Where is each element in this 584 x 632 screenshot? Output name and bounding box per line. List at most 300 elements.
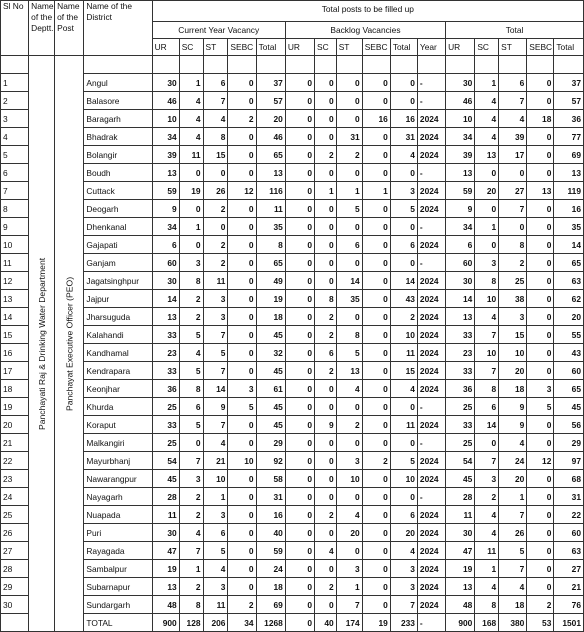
backlog-col-header: ST — [336, 39, 362, 56]
current-value-cell: 49 — [256, 272, 285, 290]
current-value-cell: 35 — [256, 218, 285, 236]
district-cell: Nayagarh — [84, 488, 152, 506]
district-cell: Malkangiri — [84, 434, 152, 452]
sl-no-cell: 1 — [1, 74, 29, 92]
backlog-value-cell: 6 — [390, 236, 417, 254]
backlog-year-cell: 2024 — [417, 182, 445, 200]
current-value-cell: 29 — [256, 434, 285, 452]
backlog-value-cell: 0 — [285, 434, 314, 452]
total-value-cell: 0 — [527, 506, 554, 524]
total-value-cell: 11 — [446, 506, 475, 524]
current-value-cell: 33 — [152, 326, 179, 344]
table-row — [1, 92, 584, 110]
current-value-cell: 33 — [152, 362, 179, 380]
backlog-value-cell: 0 — [315, 128, 337, 146]
total-value-cell: 0 — [527, 434, 554, 452]
backlog-value-cell: 2 — [315, 308, 337, 326]
current-value-cell: 26 — [203, 182, 228, 200]
backlog-value-cell: 0 — [336, 110, 362, 128]
current-value-cell: 11 — [179, 146, 203, 164]
backlog-value-cell: 0 — [390, 254, 417, 272]
current-value-cell: 0 — [228, 218, 256, 236]
district-cell: Kandhamal — [84, 344, 152, 362]
backlog-value-cell: 0 — [362, 560, 390, 578]
backlog-value-cell: 0 — [285, 524, 314, 542]
district-cell: Angul — [84, 74, 152, 92]
current-value-cell: 34 — [152, 218, 179, 236]
total-value-cell: 7 — [475, 452, 499, 470]
backlog-value-cell: 0 — [315, 272, 337, 290]
backlog-value-cell: 0 — [362, 542, 390, 560]
current-value-cell: 0 — [228, 416, 256, 434]
backlog-col-header: Year — [417, 39, 445, 56]
current-value-cell: 24 — [256, 560, 285, 578]
total-value-cell: 3 — [475, 470, 499, 488]
backlog-value-cell: 0 — [362, 596, 390, 614]
current-value-cell: 3 — [203, 290, 228, 308]
current-value-cell: 10 — [228, 452, 256, 470]
backlog-value-cell: 0 — [362, 74, 390, 92]
total-value-cell: 20 — [475, 182, 499, 200]
backlog-value-cell: 0 — [362, 164, 390, 182]
sl-no-cell: 25 — [1, 506, 29, 524]
current-value-cell: 13 — [256, 164, 285, 182]
backlog-year-cell: 2024 — [417, 146, 445, 164]
backlog-value-cell: 0 — [362, 380, 390, 398]
current-value-cell: 0 — [228, 200, 256, 218]
current-value-cell: 5 — [179, 416, 203, 434]
backlog-col-header: SEBC — [362, 39, 390, 56]
total-value-cell: 17 — [499, 146, 527, 164]
current-value-cell: 65 — [256, 254, 285, 272]
backlog-value-cell: 0 — [336, 542, 362, 560]
backlog-value-cell: 4 — [390, 380, 417, 398]
total-value-cell: 10 — [475, 344, 499, 362]
total-value-cell: 47 — [446, 542, 475, 560]
total-value-cell: 7 — [499, 560, 527, 578]
backlog-year-cell: 2024 — [417, 506, 445, 524]
backlog-value-cell: 0 — [315, 74, 337, 92]
backlog-value-cell: 0 — [336, 218, 362, 236]
backlog-year-cell: 2024 — [417, 362, 445, 380]
backlog-value-cell: 0 — [315, 524, 337, 542]
district-cell: Koraput — [84, 416, 152, 434]
total-value-cell: 14 — [554, 236, 584, 254]
total-value-cell: 0 — [527, 236, 554, 254]
total-value-cell: 3 — [499, 308, 527, 326]
current-value-cell: 0 — [203, 164, 228, 182]
backlog-value-cell: 14 — [336, 272, 362, 290]
current-value-cell: 59 — [152, 182, 179, 200]
total-value-cell: 9 — [446, 200, 475, 218]
backlog-value-cell: 0 — [315, 560, 337, 578]
total-value-cell: 45 — [446, 470, 475, 488]
backlog-value-cell: 0 — [285, 254, 314, 272]
total-value-cell: 13 — [446, 308, 475, 326]
current-value-cell: 4 — [203, 434, 228, 452]
total-header: Total — [446, 22, 584, 39]
current-value-cell: 11 — [152, 506, 179, 524]
current-value-cell: 4 — [179, 524, 203, 542]
backlog-value-cell: 0 — [285, 542, 314, 560]
district-cell: Jagatsinghpur — [84, 272, 152, 290]
current-value-cell: 7 — [203, 326, 228, 344]
current-value-cell: 0 — [228, 236, 256, 254]
total-value-cell: 0 — [527, 218, 554, 236]
current-value-cell: 6 — [179, 398, 203, 416]
current-col-header: SC — [179, 39, 203, 56]
sl-no-cell: 14 — [1, 308, 29, 326]
total-value-cell: 21 — [554, 578, 584, 596]
backlog-year-cell: - — [417, 164, 445, 182]
table-row — [1, 254, 584, 272]
current-value-cell: 0 — [228, 524, 256, 542]
backlog-value-cell: 5 — [336, 344, 362, 362]
total-value-cell: 23 — [446, 344, 475, 362]
backlog-col-header: UR — [285, 39, 314, 56]
backlog-year-cell: 2024 — [417, 272, 445, 290]
current-value-cell: 2 — [203, 254, 228, 272]
backlog-value-cell: 0 — [315, 596, 337, 614]
backlog-value-cell: 0 — [315, 470, 337, 488]
current-value-cell: 0 — [179, 164, 203, 182]
total-value-cell: 77 — [554, 128, 584, 146]
current-value-cell: 2 — [228, 110, 256, 128]
district-cell: Sambalpur — [84, 560, 152, 578]
table-row — [1, 182, 584, 200]
backlog-year-cell: - — [417, 434, 445, 452]
backlog-value-cell: 0 — [336, 92, 362, 110]
total-value-cell: 33 — [446, 362, 475, 380]
current-value-cell: 19 — [256, 290, 285, 308]
current-value-cell: 2 — [179, 506, 203, 524]
table-row — [1, 560, 584, 578]
backlog-value-cell: 14 — [390, 272, 417, 290]
total-value-cell: 1 — [499, 488, 527, 506]
total-value-cell: 0 — [527, 74, 554, 92]
district-cell: Sundargarh — [84, 596, 152, 614]
current-value-cell: 57 — [256, 92, 285, 110]
backlog-value-cell: 0 — [315, 218, 337, 236]
backlog-value-cell: 0 — [362, 416, 390, 434]
total-value-cell: 0 — [499, 218, 527, 236]
backlog-value-cell: 0 — [285, 308, 314, 326]
total-value-cell: 28 — [446, 488, 475, 506]
total-value-cell: 4 — [499, 434, 527, 452]
current-value-cell: 9 — [152, 200, 179, 218]
total-value-cell: 60 — [554, 524, 584, 542]
backlog-value-cell: 0 — [362, 290, 390, 308]
spacer-row — [1, 56, 584, 74]
current-value-cell: 4 — [179, 344, 203, 362]
backlog-value-cell: 13 — [336, 362, 362, 380]
district-cell: Mayurbhanj — [84, 452, 152, 470]
total-value-cell: 59 — [446, 182, 475, 200]
total-value-cell: 18 — [527, 110, 554, 128]
total-value-cell: 13 — [446, 578, 475, 596]
total-value-cell: 0 — [527, 470, 554, 488]
current-value-cell: 16 — [256, 506, 285, 524]
table-row — [1, 74, 584, 92]
total-backlog-cell: 19 — [362, 614, 390, 632]
current-value-cell: 0 — [228, 254, 256, 272]
total-value-cell: 65 — [554, 254, 584, 272]
backlog-value-cell: 5 — [336, 200, 362, 218]
district-cell: Cuttack — [84, 182, 152, 200]
sl-no-cell: 16 — [1, 344, 29, 362]
sl-no-cell: 29 — [1, 578, 29, 596]
backlog-value-cell: 0 — [336, 434, 362, 452]
backlog-value-cell: 0 — [390, 488, 417, 506]
district-cell: Jajpur — [84, 290, 152, 308]
backlog-value-cell: 2 — [315, 362, 337, 380]
total-backlog-cell: 233 — [390, 614, 417, 632]
backlog-value-cell: 0 — [285, 416, 314, 434]
backlog-value-cell: 0 — [336, 398, 362, 416]
sl-no-cell: 8 — [1, 200, 29, 218]
backlog-col-header: Total — [390, 39, 417, 56]
total-value-cell: 0 — [527, 290, 554, 308]
total-value-cell: 65 — [554, 380, 584, 398]
backlog-value-cell: 0 — [285, 344, 314, 362]
backlog-value-cell: 7 — [336, 596, 362, 614]
backlog-value-cell: 0 — [285, 452, 314, 470]
current-value-cell: 8 — [179, 380, 203, 398]
current-value-cell: 32 — [256, 344, 285, 362]
total-value-cell: 55 — [554, 326, 584, 344]
current-value-cell: 10 — [203, 470, 228, 488]
backlog-year-cell: 2024 — [417, 560, 445, 578]
backlog-value-cell: 9 — [315, 416, 337, 434]
backlog-value-cell: 6 — [315, 344, 337, 362]
current-value-cell: 2 — [179, 578, 203, 596]
total-value-cell: 10 — [499, 344, 527, 362]
total-value-cell: 22 — [554, 506, 584, 524]
total-value-cell: 4 — [475, 308, 499, 326]
backlog-value-cell: 8 — [336, 326, 362, 344]
total-value-cell: 20 — [499, 362, 527, 380]
total-value-cell: 0 — [527, 488, 554, 506]
backlog-year-cell: - — [417, 398, 445, 416]
current-value-cell: 45 — [256, 416, 285, 434]
current-value-cell: 4 — [179, 110, 203, 128]
total-value-cell: 0 — [527, 308, 554, 326]
table-row — [1, 344, 584, 362]
current-value-cell: 45 — [152, 470, 179, 488]
backlog-value-cell: 0 — [315, 434, 337, 452]
total-total-cell: 53 — [527, 614, 554, 632]
backlog-value-cell: 6 — [336, 236, 362, 254]
backlog-year-cell: 2024 — [417, 110, 445, 128]
total-value-cell: 60 — [446, 254, 475, 272]
sl-no-cell: 26 — [1, 524, 29, 542]
current-value-cell: 7 — [203, 92, 228, 110]
current-value-cell: 23 — [152, 344, 179, 362]
backlog-col-header: SC — [315, 39, 337, 56]
backlog-year-cell: 2024 — [417, 452, 445, 470]
sl-no-cell: 27 — [1, 542, 29, 560]
total-value-cell: 38 — [499, 290, 527, 308]
current-value-cell: 5 — [203, 344, 228, 362]
sl-no-cell: 19 — [1, 398, 29, 416]
total-posts-header: Total posts to be filled up — [152, 1, 583, 22]
total-total-cell: 380 — [499, 614, 527, 632]
backlog-value-cell: 2 — [315, 506, 337, 524]
district-cell: Subarnapur — [84, 578, 152, 596]
total-value-cell: 33 — [446, 416, 475, 434]
total-value-cell: 8 — [475, 272, 499, 290]
backlog-value-cell: 4 — [336, 380, 362, 398]
table-row — [1, 110, 584, 128]
total-value-cell: 39 — [499, 128, 527, 146]
total-value-cell: 14 — [446, 290, 475, 308]
backlog-value-cell: 0 — [315, 92, 337, 110]
table-row — [1, 218, 584, 236]
total-value-cell: 63 — [554, 542, 584, 560]
current-value-cell: 20 — [256, 110, 285, 128]
backlog-value-cell: 0 — [285, 290, 314, 308]
current-value-cell: 0 — [179, 434, 203, 452]
dept-header: Name of the Deptt. — [29, 1, 55, 56]
district-cell: Khurda — [84, 398, 152, 416]
backlog-value-cell: 0 — [285, 128, 314, 146]
backlog-value-cell: 0 — [362, 578, 390, 596]
sl-no-cell: 9 — [1, 218, 29, 236]
total-value-cell: 4 — [499, 110, 527, 128]
current-value-cell: 2 — [203, 236, 228, 254]
current-value-cell: 7 — [179, 542, 203, 560]
current-value-cell: 4 — [179, 92, 203, 110]
backlog-value-cell: 0 — [362, 92, 390, 110]
backlog-value-cell: 0 — [285, 362, 314, 380]
current-value-cell: 0 — [228, 542, 256, 560]
backlog-value-cell: 5 — [390, 452, 417, 470]
backlog-value-cell: 0 — [362, 488, 390, 506]
sl-no-cell: 4 — [1, 128, 29, 146]
district-cell: Gajapati — [84, 236, 152, 254]
backlog-value-cell: 0 — [390, 74, 417, 92]
current-value-cell: 31 — [256, 488, 285, 506]
total-value-cell: 5 — [527, 398, 554, 416]
total-value-cell: 36 — [554, 110, 584, 128]
current-value-cell: 61 — [256, 380, 285, 398]
current-value-cell: 11 — [256, 200, 285, 218]
backlog-value-cell: 2 — [362, 452, 390, 470]
sl-no-cell: 10 — [1, 236, 29, 254]
backlog-value-cell: 0 — [315, 254, 337, 272]
backlog-year-cell: 2024 — [417, 326, 445, 344]
total-value-cell: 36 — [446, 380, 475, 398]
total-value-cell: 0 — [527, 272, 554, 290]
backlog-value-cell: 0 — [390, 218, 417, 236]
post-header: Name of the Post — [55, 1, 84, 56]
current-value-cell: 92 — [256, 452, 285, 470]
backlog-value-cell: 0 — [362, 398, 390, 416]
total-col-header: SC — [475, 39, 499, 56]
backlog-value-cell: 1 — [362, 182, 390, 200]
total-value-cell: 37 — [554, 74, 584, 92]
current-value-cell: 6 — [203, 74, 228, 92]
total-value-cell: 25 — [499, 272, 527, 290]
current-value-cell: 28 — [152, 488, 179, 506]
table-row — [1, 524, 584, 542]
sl-no-cell: 24 — [1, 488, 29, 506]
total-value-cell: 0 — [527, 362, 554, 380]
current-value-cell: 48 — [152, 596, 179, 614]
total-label: TOTAL — [84, 614, 152, 632]
backlog-year-cell: 2024 — [417, 290, 445, 308]
current-value-cell: 7 — [203, 416, 228, 434]
backlog-year-cell: 2024 — [417, 542, 445, 560]
table-row — [1, 380, 584, 398]
total-value-cell: 20 — [499, 470, 527, 488]
current-value-cell: 2 — [179, 488, 203, 506]
current-value-cell: 19 — [179, 182, 203, 200]
current-col-header: ST — [203, 39, 228, 56]
backlog-value-cell: 0 — [285, 380, 314, 398]
current-value-cell: 8 — [203, 128, 228, 146]
current-value-cell: 46 — [256, 128, 285, 146]
backlog-value-cell: 4 — [390, 542, 417, 560]
backlog-value-cell: 0 — [285, 110, 314, 128]
total-value-cell: 8 — [499, 236, 527, 254]
backlog-value-cell: 10 — [390, 470, 417, 488]
sl-no-cell: 15 — [1, 326, 29, 344]
backlog-value-cell: 0 — [362, 146, 390, 164]
current-value-cell: 14 — [203, 380, 228, 398]
total-value-cell: 0 — [527, 326, 554, 344]
total-value-cell: 0 — [527, 344, 554, 362]
total-value-cell: 0 — [499, 164, 527, 182]
backlog-value-cell: 0 — [362, 236, 390, 254]
table-row — [1, 434, 584, 452]
backlog-value-cell: 0 — [362, 434, 390, 452]
backlog-value-cell: 0 — [315, 452, 337, 470]
total-value-cell: 35 — [554, 218, 584, 236]
backlog-year-cell: 2024 — [417, 380, 445, 398]
current-value-cell: 60 — [152, 254, 179, 272]
backlog-value-cell: 0 — [285, 164, 314, 182]
total-total-cell: 1501 — [554, 614, 584, 632]
current-col-header: SEBC — [228, 39, 256, 56]
table-row — [1, 398, 584, 416]
total-current-cell: 900 — [152, 614, 179, 632]
total-value-cell: 30 — [446, 74, 475, 92]
current-value-cell: 0 — [228, 164, 256, 182]
total-value-cell: 27 — [499, 182, 527, 200]
sl-no-cell: 18 — [1, 380, 29, 398]
total-value-cell: 18 — [499, 380, 527, 398]
current-value-cell: 47 — [152, 542, 179, 560]
current-value-cell: 0 — [179, 236, 203, 254]
backlog-value-cell: 10 — [336, 470, 362, 488]
backlog-value-cell: 0 — [362, 524, 390, 542]
post-name-cell: Panchayat Executive Officer (PEO) — [55, 56, 84, 632]
current-value-cell: 0 — [228, 362, 256, 380]
total-value-cell: 27 — [554, 560, 584, 578]
total-value-cell: 0 — [527, 128, 554, 146]
current-value-cell: 34 — [152, 128, 179, 146]
table-row — [1, 128, 584, 146]
current-value-cell: 25 — [152, 398, 179, 416]
total-value-cell: 5 — [499, 542, 527, 560]
total-current-cell: 1268 — [256, 614, 285, 632]
total-value-cell: 0 — [475, 434, 499, 452]
backlog-value-cell: 0 — [390, 398, 417, 416]
district-cell: Nuapada — [84, 506, 152, 524]
current-value-cell: 0 — [228, 326, 256, 344]
total-current-cell: 206 — [203, 614, 228, 632]
